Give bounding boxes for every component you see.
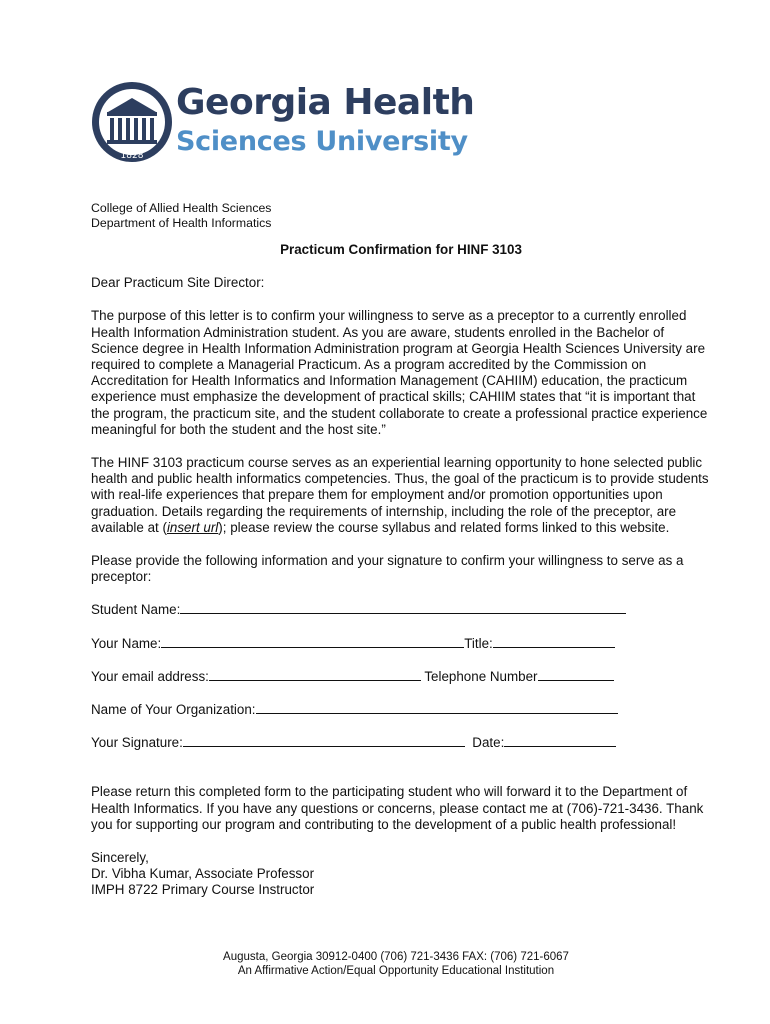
title-label: Title: <box>464 635 493 651</box>
letter-title: Practicum Confirmation for HINF 3103 <box>280 242 522 257</box>
seal-icon <box>90 78 174 166</box>
your-name-field <box>91 635 711 652</box>
signature-line[interactable] <box>183 734 465 747</box>
footer-address: Augusta, Georgia 30912-0400 (706) 721-3436 FAX: (706) 721-6067 <box>223 951 569 963</box>
organization-label: Name of Your Organization: <box>91 702 256 718</box>
closing-sincerely: Sincerely, <box>91 850 149 866</box>
footer-tagline: An Affirmative Action/Equal Opportunity Educational Institution <box>237 965 555 977</box>
logo-wordmark-line1: Georgia Health <box>176 82 475 123</box>
email-field <box>91 668 711 685</box>
paragraph-return: Please return this completed form to the participating student who will forward it to the Department of Health Informatics. If you have any questions or concerns, please contact me at (706)-721-3436. Thank you for supporting our program and contributing to the development of a public health professional! <box>91 784 704 832</box>
signature-label: Your Signature: <box>91 735 183 751</box>
seal-year: 1828 <box>120 151 144 161</box>
college-name: College of Allied Health Sciences <box>91 201 272 215</box>
paragraph-instructions: Please provide the following information and your signature to confirm your willingness to serve as a preceptor: <box>91 553 684 585</box>
email-line[interactable] <box>209 668 421 681</box>
department-name: Department of Health Informatics <box>91 216 272 230</box>
signature-field <box>91 734 711 751</box>
paragraph-course <box>91 455 711 536</box>
organization-field <box>91 701 711 718</box>
telephone-line[interactable] <box>538 668 614 681</box>
university-logo <box>90 78 475 168</box>
logo-wordmark-line2: Sciences University <box>176 126 468 157</box>
insert-url-link[interactable]: insert url <box>166 519 219 535</box>
student-name-field <box>91 601 711 618</box>
your-name-line[interactable] <box>161 635 464 648</box>
telephone-label: Telephone Number <box>424 668 538 684</box>
letter-body <box>91 201 711 899</box>
signatory-role: IMPH 8722 Primary Course Instructor <box>91 882 315 898</box>
organization-line[interactable] <box>256 701 618 714</box>
date-label: Date: <box>472 735 505 751</box>
paragraph-purpose: The purpose of this letter is to confirm your willingness to serve as a preceptor to a currently enrolled Health Information Administration student. As you are aware, students enrolled in the Bachelor of Science degree in Health Information Administration program at Georgia Health Sciences University are required to complete a Managerial Practicum. As a program accredited by the Commission on Accreditation for Health Informatics and Information Management (CAHIIM) education, the practicum experience must emphasize the development of practical skills; CAHIIM states that “it is important that the program, the practicum site, and the student collaborate to create a professional practice experience meaningful for both the student and the host site.” <box>91 308 708 437</box>
salutation: Dear Practicum Site Director: <box>91 275 265 291</box>
student-name-label: Student Name: <box>91 602 181 618</box>
student-name-line[interactable] <box>180 601 626 614</box>
paragraph-course-text-end: ); please review the course syllabus and related forms linked to this website. <box>218 519 670 535</box>
signatory-name: Dr. Vibha Kumar, Associate Professor <box>91 866 315 882</box>
date-line[interactable] <box>504 734 616 747</box>
email-label: Your email address: <box>91 668 209 684</box>
footer <box>91 950 701 978</box>
paragraph-course-text: The HINF 3103 practicum course serves as an experiential learning opportunity to hone selected public health and public health informatics competencies. Thus, the goal of the practicum is to provide students with real-life experiences that prepare them for employment and/or promotion opportunities upon graduation. Details regarding the requirements of internship, including the role of the preceptor, are available at ( <box>91 455 709 535</box>
title-line[interactable] <box>493 635 615 648</box>
your-name-label: Your Name: <box>91 635 162 651</box>
